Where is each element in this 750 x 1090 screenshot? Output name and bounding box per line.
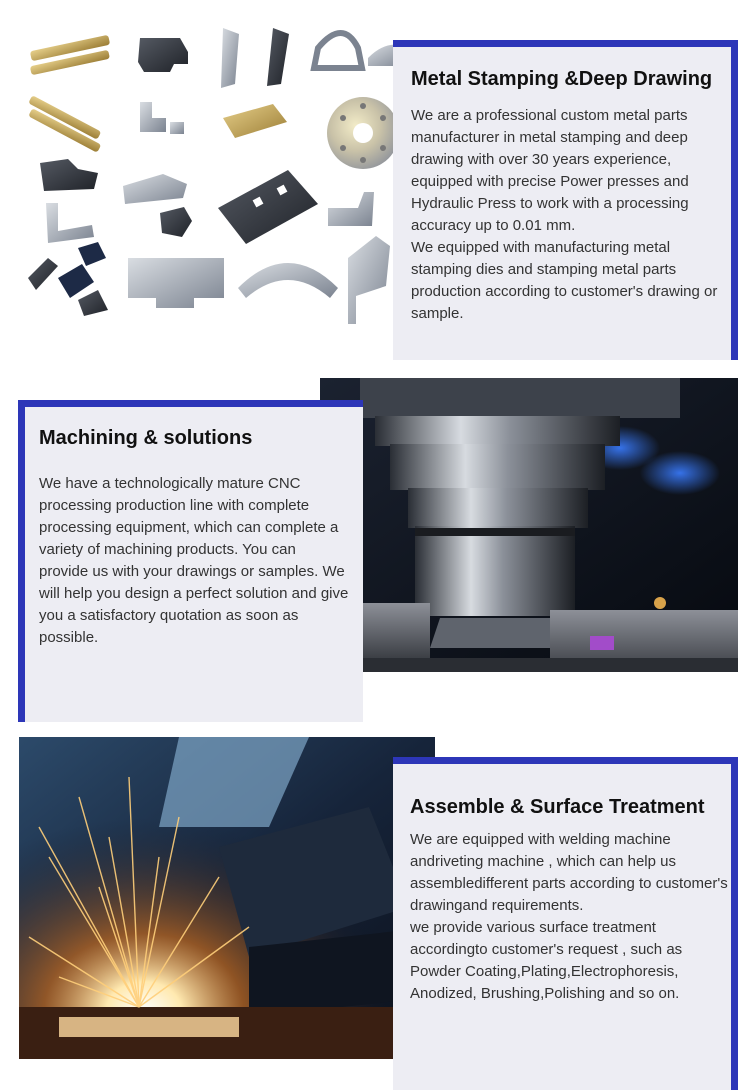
welding-photo	[19, 737, 435, 1059]
machining-title: Machining & solutions	[39, 427, 253, 449]
stamping-description	[411, 105, 729, 325]
stamping-paragraph-2: We equipped with manufacturing metal stamping dies and stamping metal parts production according to customer's drawing or sample.	[411, 239, 718, 322]
stamping-title: Metal Stamping &Deep Drawing	[411, 68, 713, 90]
stamping-paragraph-1: We are a professional custom metal parts manufacturer in metal stamping and deep drawing with over 30 years experience, equipped with precise Power presses and Hydraulic Press to work with a processing accuracy up to 0.01 mm.	[411, 107, 689, 234]
stamping-parts-photo	[18, 18, 418, 328]
machining-description	[39, 473, 349, 649]
assemble-description	[410, 829, 728, 1005]
machining-paragraph-1: We have a technologically mature CNC processing production line with complete processing equipment, which can complete a variety of machining products. You can provide us with your drawings or samples. We will help you design a perfect solution and give you a satisfactory quotation as soon as possible.	[39, 475, 349, 646]
cnc-machining-photo	[320, 378, 738, 672]
assemble-paragraph-2: we provide various surface treatment accordingto customer's request , such as Powder Coating,Plating,Electrophoresis, Anodized, Brushing,Polishing and so on.	[410, 919, 683, 1002]
assemble-paragraph-1: We are equipped with welding machine andriveting machine , which can help us assembledifferent parts according to customer's drawingand requirements.	[410, 831, 728, 914]
assemble-title: Assemble & Surface Treatment	[410, 796, 705, 818]
